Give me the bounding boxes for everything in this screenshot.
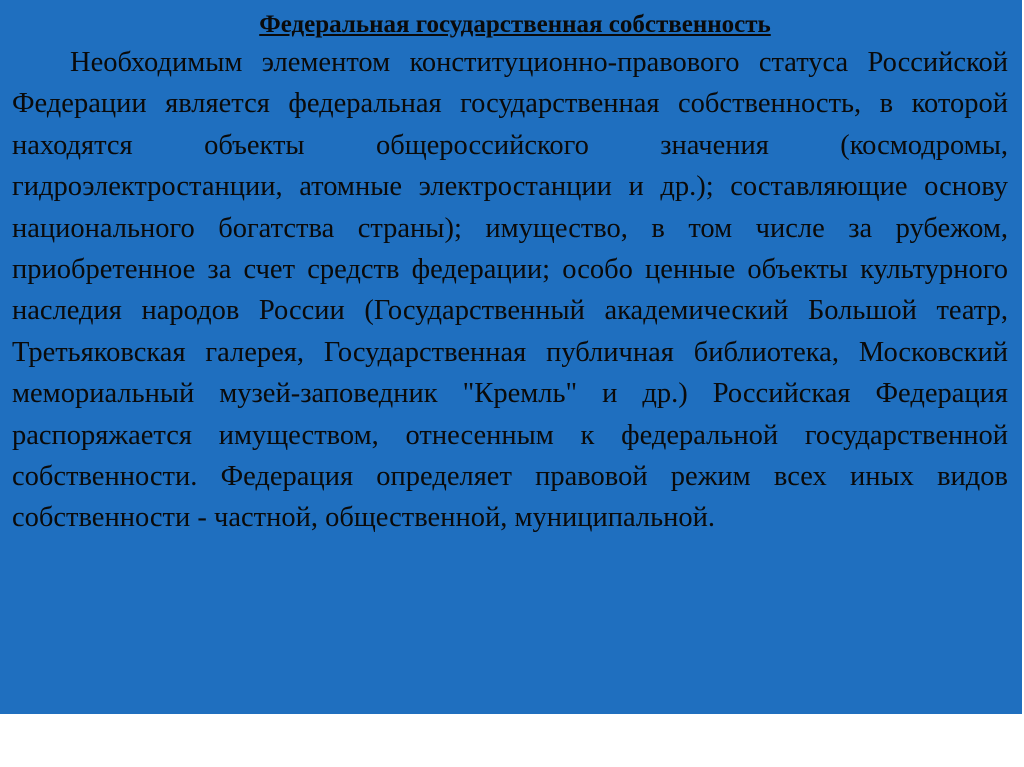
slide-title: Федеральная государственная собственность [259,11,771,38]
slide-body-text: Необходимым элементом конституционно-правового статуса Российской Федерации является федеральная государственная собственность, в которой находятся объекты общероссийского значения (космодромы, гидроэлектростанции, атомные электростанции и др.); составляющие основу национального богатства страны); имущество, в том числе за рубежом, приобретенное за счет средств федерации; особо ценные объекты культурного наследия народов России (Государственный академический Большой театр, Третьяковская галерея, Государственная публичная библиотека, Московский мемориальный музей-заповедник "Кремль" и др.) Российская Федерация распоряжается имуществом, отнесенным к федеральной государственной собственности. Федерация определяет правовой режим всех иных видов собственности - частной, общественной, муниципальной. [12,47,1008,534]
text-content [8,8,1008,539]
bottom-white-band [0,714,1024,767]
